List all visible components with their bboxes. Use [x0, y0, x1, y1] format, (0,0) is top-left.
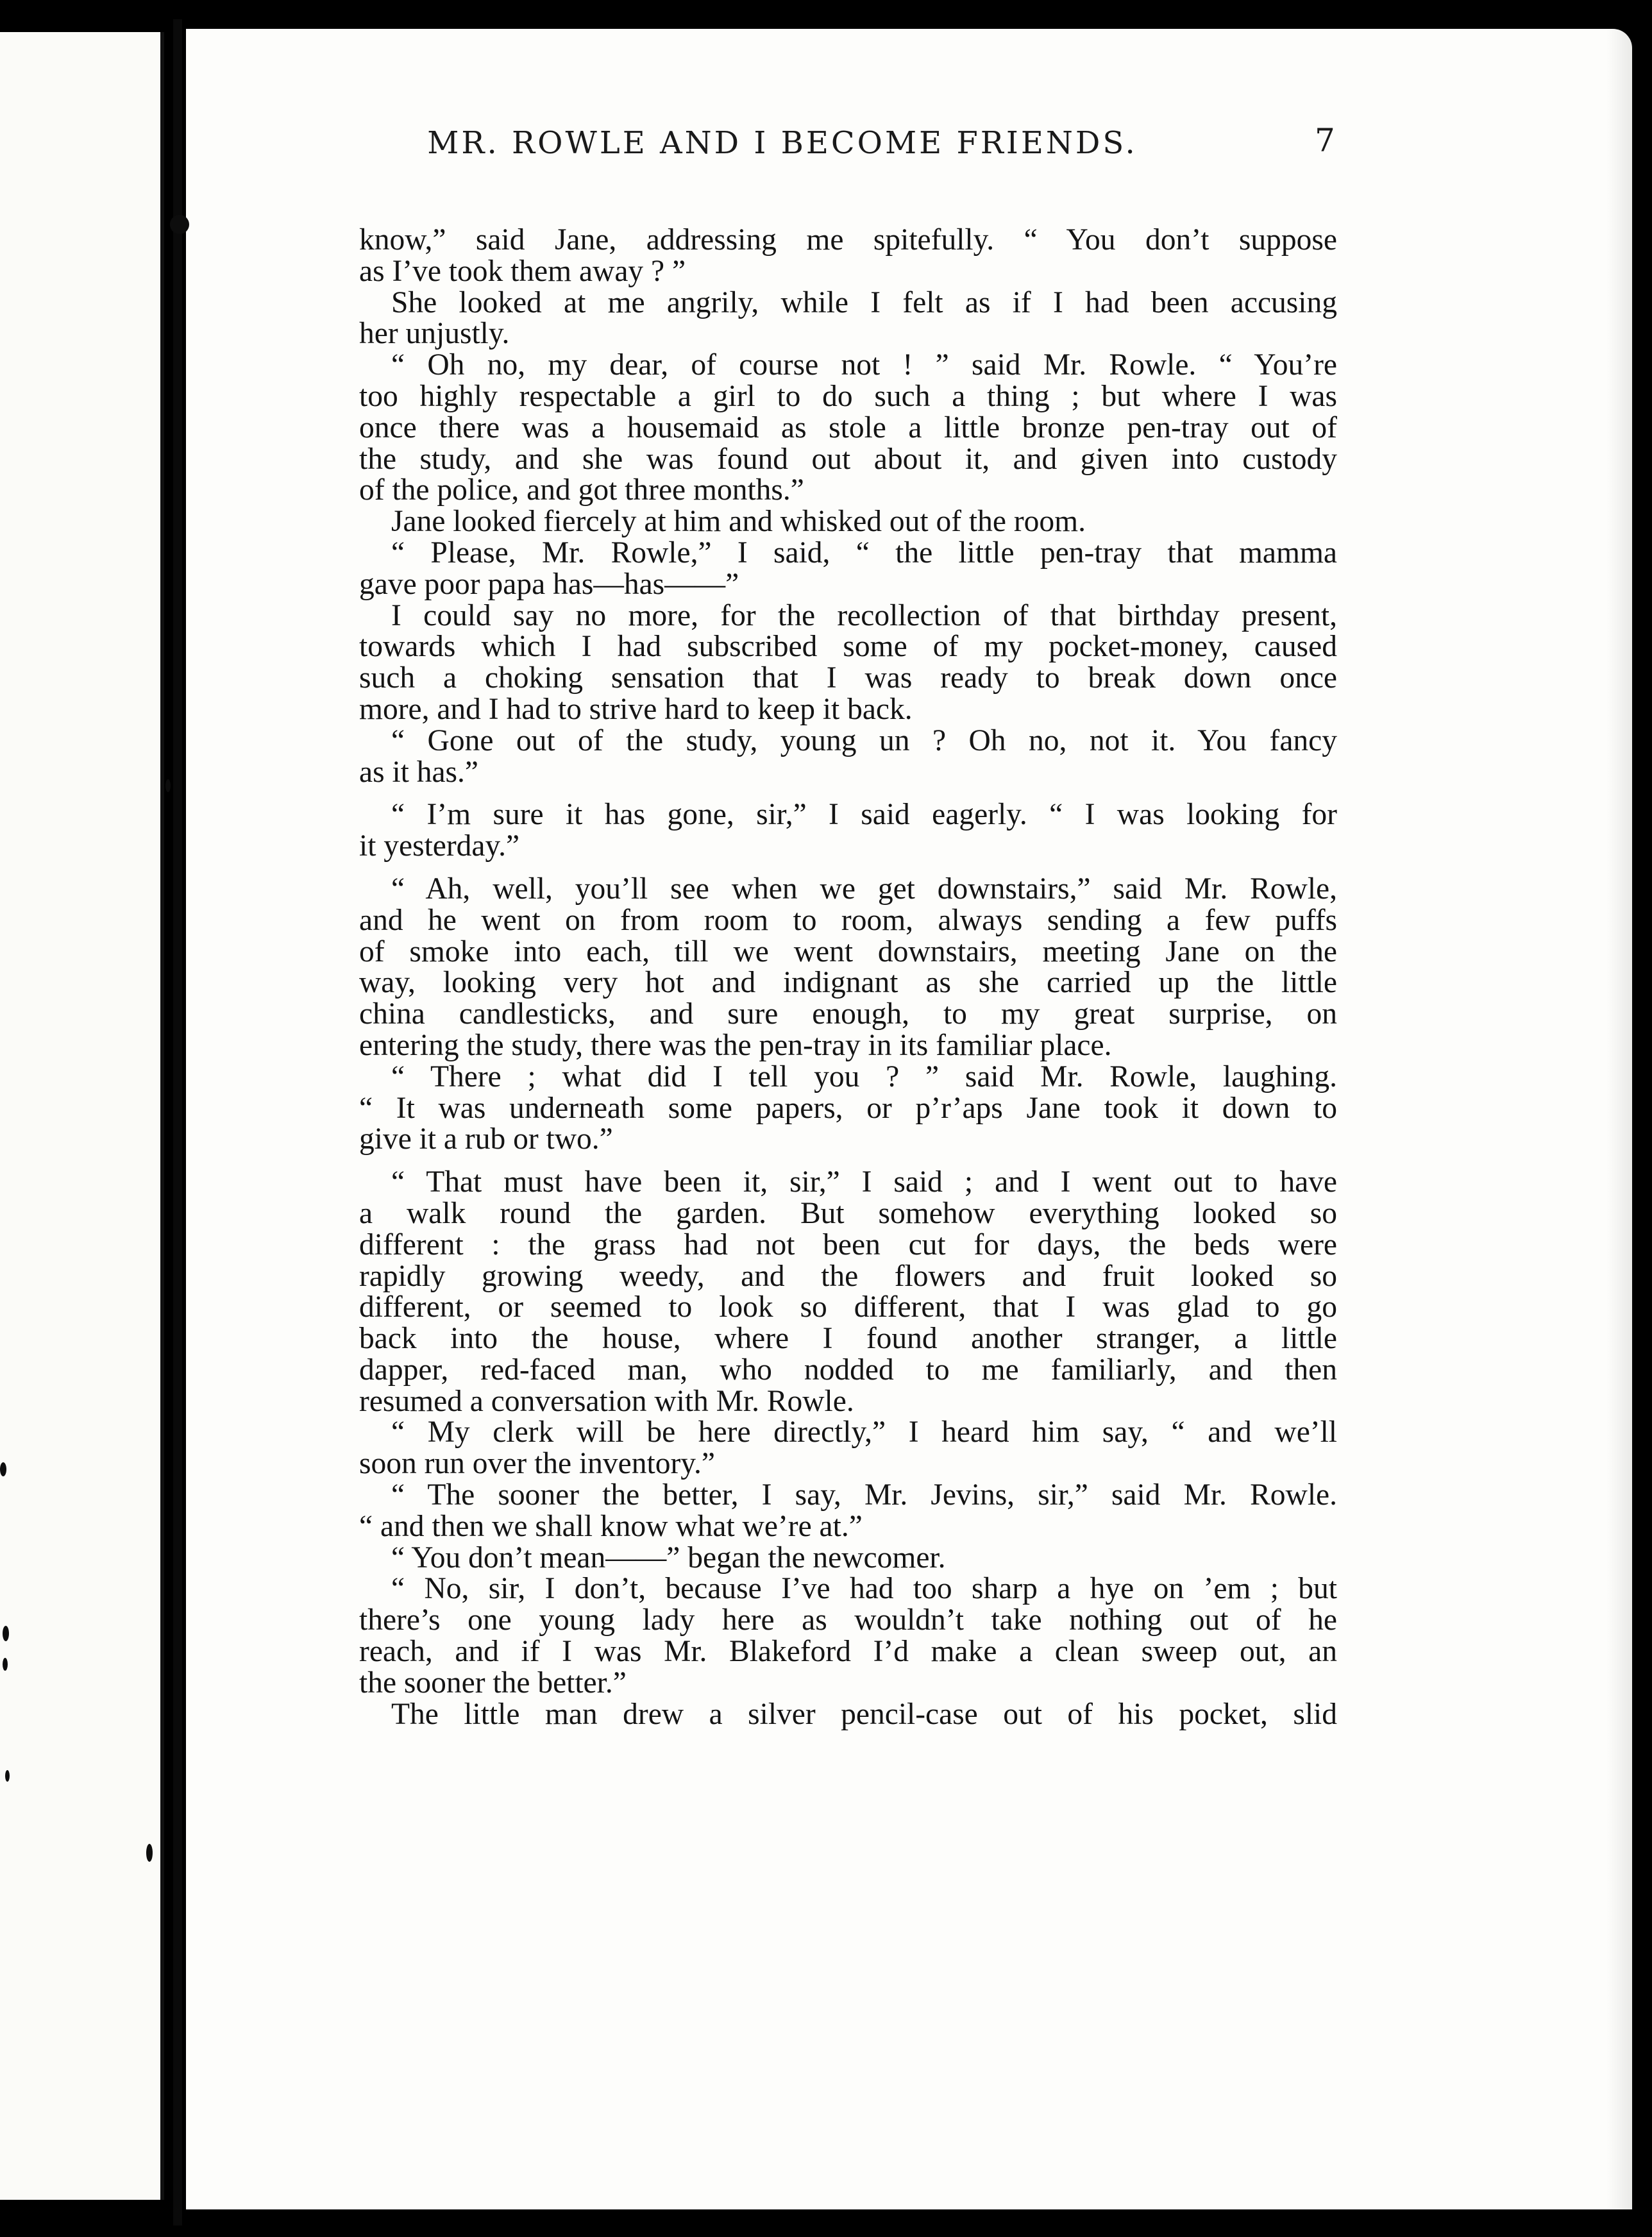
text-line: reach, and if I was Mr. Blakeford I’d make a clean sweep out, an — [359, 1635, 1337, 1669]
page-number: 7 — [1315, 122, 1335, 159]
text-line: “ and then we shall know what we’re at.” — [359, 1509, 863, 1543]
text-line: entering the study, there was the pen-tray in its familiar place. — [359, 1028, 1112, 1062]
text-line: “ My clerk will be here directly,” I heard him say, “ and we’ll — [391, 1415, 1337, 1449]
text-line: rapidly growing weedy, and the flowers and fruit looked so — [359, 1259, 1337, 1293]
text-line: once there was a housemaid as stole a little bronze pen-tray out of — [359, 410, 1337, 444]
text-line: way, looking very hot and indignant as she carried up the little — [359, 966, 1337, 1000]
text-line: soon run over the inventory.” — [359, 1447, 715, 1481]
text-line: of the police, and got three months.” — [359, 473, 804, 507]
print-speck — [170, 215, 189, 234]
print-speck — [0, 1462, 6, 1476]
text-line: “ The sooner the better, I say, Mr. Jevins, sir,” said Mr. Rowle. — [391, 1478, 1337, 1512]
text-line: She looked at me angrily, while I felt as if I had been accusing — [391, 285, 1337, 319]
text-line: it yesterday.” — [359, 829, 520, 863]
text-line: Jane looked fiercely at him and whisked out of the room. — [391, 505, 1086, 539]
text-line: the sooner the better.” — [359, 1666, 627, 1700]
text-line: and he went on from room to room, always sending a few puffs — [359, 903, 1337, 937]
text-line: more, and I had to strive hard to keep it back. — [359, 692, 913, 726]
text-line: the study, and she was found out about it, and given into custody — [359, 442, 1337, 476]
text-line: different, or seemed to look so different, that I was glad to go — [359, 1290, 1337, 1324]
text-line: there’s one young lady here as wouldn’t take nothing out of he — [359, 1603, 1337, 1637]
text-line: towards which I had subscribed some of my pocket-money, caused — [359, 630, 1337, 664]
text-line: gave poor papa has—has——” — [359, 567, 739, 601]
running-head: MR. ROWLE AND I BECOME FRIENDS. — [427, 125, 1138, 161]
text-line: “ That must have been it, sir,” I said ; and I went out to have — [391, 1165, 1337, 1199]
text-line: “ Oh no, my dear, of course not ! ” said Mr. Rowle. “ You’re — [391, 348, 1337, 382]
text-line: resumed a conversation with Mr. Rowle. — [359, 1384, 854, 1418]
text-line: china candlesticks, and sure enough, to my great surprise, on — [359, 997, 1337, 1031]
print-speck — [165, 779, 171, 792]
page-gutter — [173, 19, 182, 2225]
text-line: The little man drew a silver pencil-case out of his pocket, slid — [391, 1697, 1337, 1731]
text-line: dapper, red-faced man, who nodded to me familiarly, and then — [359, 1353, 1337, 1387]
text-line: “ There ; what did I tell you ? ” said Mr. Rowle, laughing. — [391, 1059, 1337, 1093]
text-line: as I’ve took them away ? ” — [359, 254, 686, 288]
text-line: “ No, sir, I don’t, because I’ve had too sharp a hye on ’em ; but — [391, 1572, 1337, 1606]
text-line: know,” said Jane, addressing me spitefully. “ You don’t suppose — [359, 223, 1337, 257]
text-line: back into the house, where I found another stranger, a little — [359, 1322, 1337, 1356]
text-line: “ Ah, well, you’ll see when we get downstairs,” said Mr. Rowle, — [391, 872, 1337, 906]
page-shadow — [1606, 29, 1632, 2209]
text-line: such a choking sensation that I was ready to break down once — [359, 661, 1337, 695]
text-line: as it has.” — [359, 755, 478, 789]
previous-page-edge — [0, 32, 164, 2200]
print-speck — [3, 1658, 8, 1671]
text-line: of smoke into each, till we went downstairs, meeting Jane on the — [359, 934, 1337, 968]
text-line: a walk round the garden. But somehow everything looked so — [359, 1196, 1337, 1230]
text-line: too highly respectable a girl to do such a thing ; but where I was — [359, 379, 1337, 413]
body-text — [359, 224, 1337, 1730]
print-speck — [5, 1770, 10, 1782]
text-line: her unjustly. — [359, 317, 510, 351]
print-speck — [146, 1844, 153, 1862]
text-line: “ I’m sure it has gone, sir,” I said eagerly. “ I was looking for — [391, 798, 1337, 832]
text-line: different : the grass had not been cut for days, the beds were — [359, 1228, 1337, 1262]
text-line: “ Please, Mr. Rowle,” I said, “ the little pen-tray that mamma — [391, 536, 1337, 570]
text-line: I could say no more, for the recollection of that birthday present, — [391, 598, 1337, 632]
text-line: give it a rub or two.” — [359, 1122, 613, 1156]
text-line: “ You don’t mean——” began the newcomer. — [391, 1541, 946, 1574]
text-line: “ It was underneath some papers, or p’r’aps Jane took it down to — [359, 1091, 1337, 1125]
text-line: “ Gone out of the study, young un ? Oh no, not it. You fancy — [391, 723, 1337, 757]
print-speck — [3, 1626, 9, 1641]
